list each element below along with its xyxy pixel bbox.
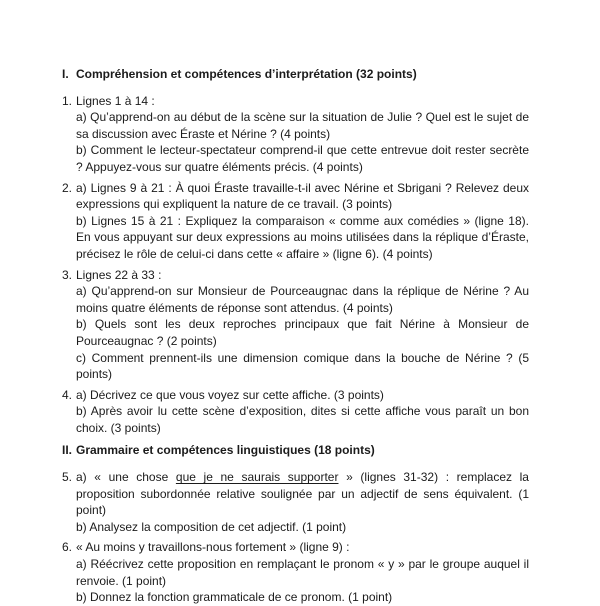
question-number: 6.	[62, 540, 73, 555]
section-title: Grammaire et compétences linguistiques (18 points)	[76, 443, 375, 458]
question-part-a: a) Réécrivez cette proposition en remplaçant le pronom « y » par le groupe auquel il renvoie. (1 point)	[76, 557, 529, 588]
question-part-a: a) Lignes 9 à 21 : À quoi Éraste travaille-t-il avec Nérine et Sbrigani ? Relevez deux expressions qui expliquent la nature de ce travail. (3 points)	[76, 180, 529, 212]
section-heading-grammaire	[62, 442, 529, 459]
part-a-before-underline: a) « une chose	[76, 470, 176, 485]
question-part-a: a) Qu’apprend-on au début de la scène sur la situation de Julie ? Quel est le sujet de sa discussion avec Éraste et Nérine ? (4 points)	[76, 110, 529, 141]
question-part-c: c) Comment prennent-ils une dimension comique dans la bouche de Nérine ? (5 points)	[76, 350, 529, 382]
question-number: 4.	[62, 387, 73, 402]
question-number: 5.	[62, 470, 73, 485]
question-5	[62, 469, 529, 535]
question-2	[62, 180, 529, 263]
question-number: 3.	[62, 267, 73, 282]
question-6	[62, 539, 529, 605]
underlined-phrase: que je ne saurais supporter	[175, 470, 339, 485]
question-number: 1.	[62, 93, 73, 108]
question-3	[62, 267, 529, 383]
question-intro: « Au moins y travaillons-nous fortement » (ligne 9) :	[76, 540, 350, 555]
question-part-b: b) Lignes 15 à 21 : Expliquez la comparaison « comme aux comédies » (ligne 18). En vous appuyant sur deux expressions au moins utilisées dans la réplique d’Éraste, précisez le rôle de celui-ci dans cette « affaire » (ligne 6). (4 points)	[76, 213, 529, 261]
part-a-after-underline: » (lignes 31-32) : remplacez la proposition subordonnée relative soulignée par un adjectif de sens équivalent. (1 point)	[76, 470, 529, 518]
question-intro: Lignes 22 à 33 :	[76, 267, 162, 282]
question-part-b: b) Donnez la fonction grammaticale de ce pronom. (1 point)	[76, 590, 393, 605]
question-number: 2.	[62, 180, 73, 195]
section-heading-comprehension	[62, 66, 529, 83]
question-part-b: b) Après avoir lu cette scène d’exposition, dites si cette affiche vous paraît un bon choix. (3 points)	[76, 404, 529, 435]
question-part-b: b) Quels sont les deux reproches principaux que fait Nérine à Monsieur de Pourceaugnac ? (2 points)	[76, 317, 529, 348]
question-part-a: a) Décrivez ce que vous voyez sur cette affiche. (3 points)	[76, 387, 384, 402]
question-intro: Lignes 1 à 14 :	[76, 93, 155, 108]
question-1	[62, 93, 529, 176]
section-numeral: II.	[62, 443, 73, 458]
question-4	[62, 387, 529, 437]
question-part-a: a) Qu’apprend-on sur Monsieur de Pourceaugnac dans la réplique de Nérine ? Au moins quatre éléments de réponse sont attendus. (4 points)	[76, 284, 529, 315]
section-title: Compréhension et compétences d’interprétation (32 points)	[76, 67, 417, 81]
question-part-b: b) Analysez la composition de cet adjectif. (1 point)	[76, 519, 347, 534]
question-part-b: b) Comment le lecteur-spectateur comprend-il que cette entrevue doit rester secrète ? Appuyez-vous sur quatre éléments précis. (4 points)	[76, 143, 529, 174]
section-numeral: I.	[62, 67, 69, 81]
question-part-a	[76, 469, 529, 519]
